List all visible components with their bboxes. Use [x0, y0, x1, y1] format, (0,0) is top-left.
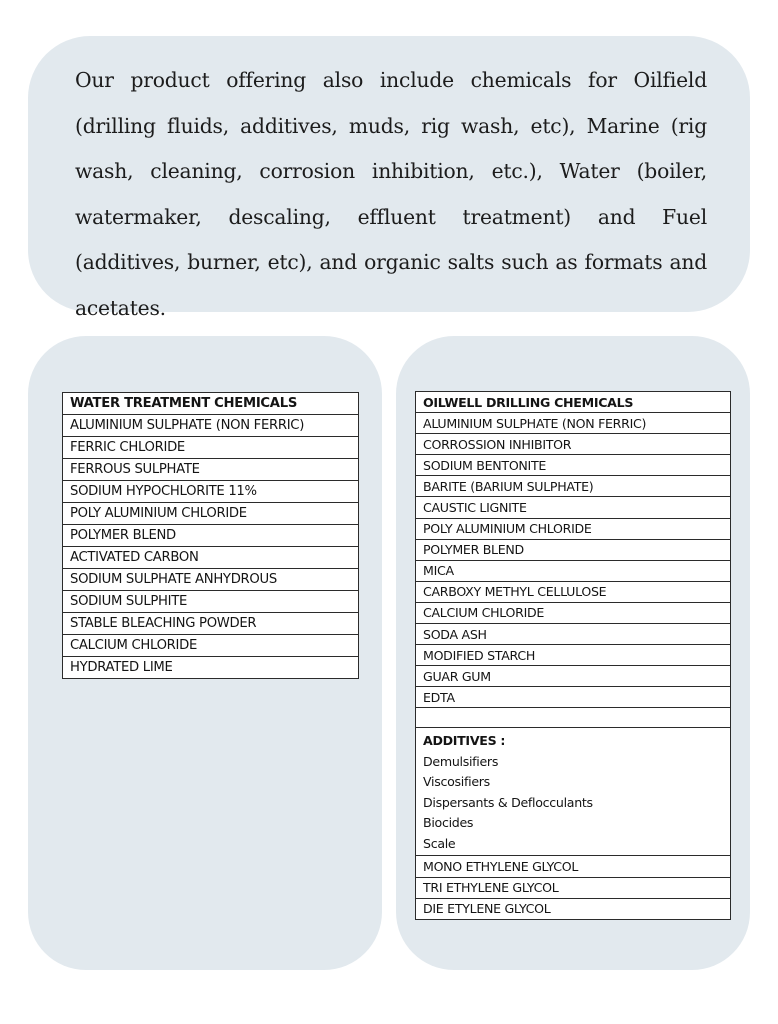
table-row — [63, 635, 359, 657]
table-row — [63, 547, 359, 569]
table-cell: SODIUM SULPHATE ANHYDROUS — [63, 569, 359, 591]
table-cell: ALUMINIUM SULPHATE (NON FERRIC) — [416, 413, 731, 434]
table-cell: SODIUM BENTONITE — [416, 455, 731, 476]
intro-text: Our product offering also include chemicals for Oilfield (drilling fluids, additives, muds, rig wash, etc), Marine (rig wash, cleaning, corrosion inhibition, etc.), Water (boiler, watermaker, descaling, effluent treatment) and Fuel (additives, burner, etc), and organic salts such as formats and acetates. — [75, 68, 707, 320]
table-cell: TRI ETHYLENE GLYCOL — [416, 877, 731, 898]
additive-item: Viscosifiers — [423, 774, 490, 790]
table-row — [63, 525, 359, 547]
table-row — [63, 415, 359, 437]
table-row — [63, 503, 359, 525]
table-row — [416, 856, 731, 877]
table-cell: ACTIVATED CARBON — [63, 547, 359, 569]
table-row — [63, 657, 359, 679]
blank-cell — [416, 708, 731, 728]
table-row — [63, 613, 359, 635]
table-row — [416, 560, 731, 581]
table-header-row — [63, 393, 359, 415]
oil-table-header: OILWELL DRILLING CHEMICALS — [416, 392, 731, 413]
table-cell: SODIUM SULPHITE — [63, 591, 359, 613]
table-cell: CALCIUM CHLORIDE — [416, 602, 731, 623]
table-row — [416, 687, 731, 708]
additives-cell — [416, 728, 731, 856]
table-row — [416, 455, 731, 476]
table-row — [416, 645, 731, 666]
table-cell: EDTA — [416, 687, 731, 708]
table-row — [416, 602, 731, 623]
table-row — [63, 459, 359, 481]
additives-title: ADDITIVES : — [423, 733, 506, 749]
table-cell: POLYMER BLEND — [416, 539, 731, 560]
table-cell: DIE ETYLENE GLYCOL — [416, 898, 731, 919]
table-cell: CALCIUM CHLORIDE — [63, 635, 359, 657]
table-row — [416, 539, 731, 560]
table-row — [416, 898, 731, 919]
table-cell: FERROUS SULPHATE — [63, 459, 359, 481]
table-row — [416, 434, 731, 455]
table-cell: CAUSTIC LIGNITE — [416, 497, 731, 518]
table-header-row — [416, 392, 731, 413]
blank-row — [416, 708, 731, 728]
table-row — [416, 666, 731, 687]
table-cell: STABLE BLEACHING POWDER — [63, 613, 359, 635]
table-cell: CORROSSION INHIBITOR — [416, 434, 731, 455]
table-cell: SODIUM HYPOCHLORITE 11% — [63, 481, 359, 503]
table-cell: MONO ETHYLENE GLYCOL — [416, 856, 731, 877]
table-row — [63, 569, 359, 591]
table-row — [416, 581, 731, 602]
table-cell: FERRIC CHLORIDE — [63, 437, 359, 459]
table-cell: GUAR GUM — [416, 666, 731, 687]
table-cell: ALUMINIUM SULPHATE (NON FERRIC) — [63, 415, 359, 437]
table-cell: HYDRATED LIME — [63, 657, 359, 679]
table-cell: SODA ASH — [416, 624, 731, 645]
additive-item: Biocides — [423, 815, 474, 831]
additive-item: Dispersants & Deflocculants — [423, 794, 593, 810]
table-row — [63, 437, 359, 459]
additives-row — [416, 728, 731, 856]
additive-item: Scale — [423, 835, 456, 851]
table-row — [416, 624, 731, 645]
intro-panel — [28, 36, 750, 320]
table-cell: BARITE (BARIUM SULPHATE) — [416, 476, 731, 497]
table-cell: MODIFIED STARCH — [416, 645, 731, 666]
table-cell: POLYMER BLEND — [63, 525, 359, 547]
table-cell: MICA — [416, 560, 731, 581]
table-cell: CARBOXY METHYL CELLULOSE — [416, 581, 731, 602]
table-row — [416, 476, 731, 497]
water-treatment-table — [62, 392, 359, 679]
table-cell: POLY ALUMINIUM CHLORIDE — [63, 503, 359, 525]
table-row — [416, 413, 731, 434]
table-row — [63, 481, 359, 503]
oilwell-drilling-table — [415, 391, 731, 920]
additive-item: Demulsifiers — [423, 753, 499, 769]
water-table-header: WATER TREATMENT CHEMICALS — [63, 393, 359, 415]
table-row — [416, 518, 731, 539]
table-row — [416, 877, 731, 898]
table-cell: POLY ALUMINIUM CHLORIDE — [416, 518, 731, 539]
table-row — [416, 497, 731, 518]
table-row — [63, 591, 359, 613]
